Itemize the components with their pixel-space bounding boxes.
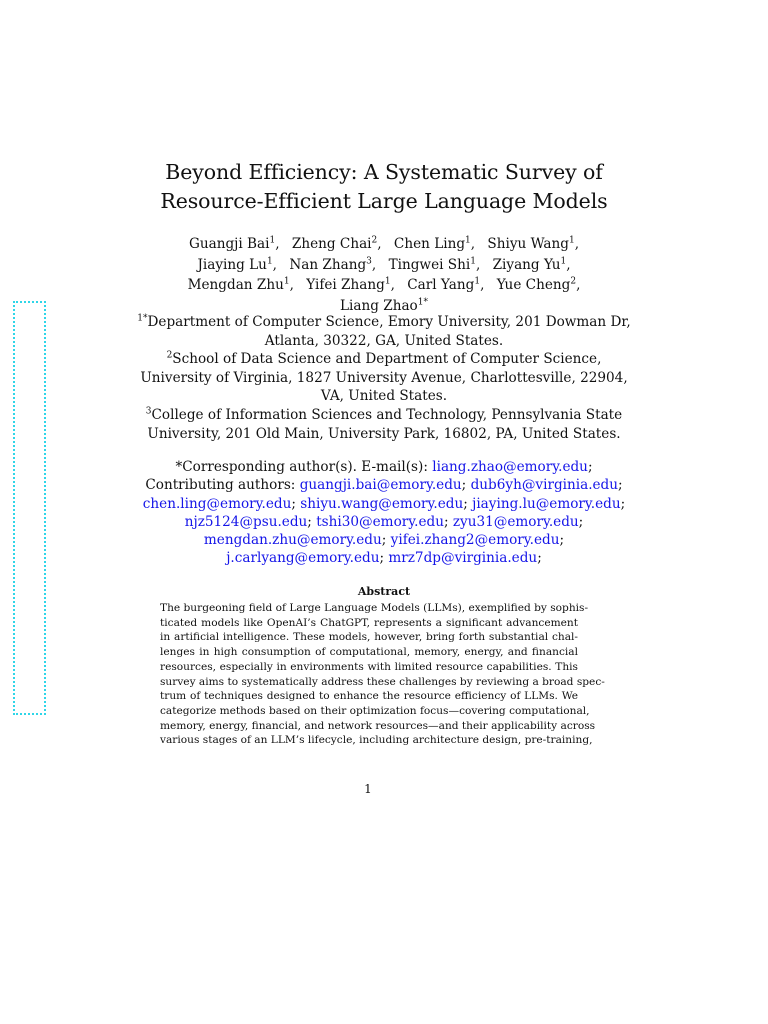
- email-link[interactable]: jiaying.lu@emory.edu: [472, 495, 621, 512]
- paper-title: [120, 158, 648, 216]
- affiliation-line: $^{1*}$Department of Computer Science, Emory University, 201 Dowman Dr,: [137, 313, 631, 330]
- email-link[interactable]: guangji.bai@emory.edu: [299, 477, 462, 494]
- email-line: j.carlyang@emory.edu; mrz7dp@virginia.edu;: [226, 550, 542, 567]
- dotted-selection-frame: [13, 301, 46, 715]
- author: Yifei Zhang$^1$,: [306, 276, 395, 293]
- affiliation-list: [120, 313, 648, 443]
- abstract-line: memory, energy, financial, and network resources—and their applicability across: [160, 719, 596, 732]
- author: Ziyang Yu$^1$,: [492, 255, 571, 273]
- author-list: [120, 234, 648, 316]
- title-line: Beyond Efficiency: A Systematic Survey of: [165, 160, 603, 184]
- affiliation-line: University, 201 Old Main, University Park, 16802, PA, United States.: [147, 425, 621, 442]
- contributing-label: Contributing authors:: [145, 477, 296, 494]
- author: Guangji Bai$^1$,: [188, 235, 280, 252]
- author: Carl Yang$^1$,: [407, 276, 485, 293]
- correspondence-block: [120, 458, 648, 568]
- author: Tingwei Shi$^1$,: [388, 255, 481, 273]
- email-link[interactable]: njz5124@psu.edu: [184, 513, 308, 530]
- email-link[interactable]: yifei.zhang2@emory.edu: [390, 532, 560, 549]
- author: Liang Zhao$^{1*}$: [340, 296, 428, 314]
- author: Zheng Chai$^2$,: [291, 235, 382, 252]
- email-link[interactable]: j.carlyang@emory.edu: [226, 550, 380, 567]
- affiliation-line: VA, United States.: [320, 388, 448, 405]
- affiliation-line: $^2$School of Data Science and Department of Computer Science,: [166, 350, 602, 368]
- email-link[interactable]: liang.zhao@emory.edu: [432, 459, 588, 475]
- author-line: [120, 234, 648, 255]
- email-link[interactable]: chen.ling@emory.edu: [142, 495, 292, 512]
- abstract-line: survey aims to systematically address these challenges by reviewing a broad spec-: [160, 675, 605, 688]
- email-line: njz5124@psu.edu; tshi30@emory.edu; zyu31@emory.edu;: [184, 513, 584, 530]
- email-link[interactable]: mrz7dp@virginia.edu: [388, 550, 538, 567]
- abstract-line: in artificial intelligence. These models, however, bring forth substantial chal-: [160, 631, 578, 644]
- author: Yue Cheng$^2$,: [496, 276, 581, 293]
- email-link[interactable]: shiyu.wang@emory.edu: [300, 495, 464, 512]
- author-line: [120, 255, 648, 276]
- affiliation-mark: 2: [166, 350, 173, 361]
- author: Nan Zhang$^3$,: [289, 255, 377, 273]
- affiliation-line: $^3$College of Information Sciences and Technology, Pennsylvania State: [145, 406, 623, 423]
- affiliation-mark: 1*: [137, 313, 148, 324]
- abstract-line: categorize methods based on their optimization focus—covering computational,: [160, 704, 590, 717]
- contributing-line: Contributing authors: guangji.bai@emory.edu; dub6yh@virginia.edu;: [145, 477, 623, 494]
- abstract-line: ticated models like OpenAI’s ChatGPT, represents a significant advancement: [160, 616, 578, 629]
- author: Shiyu Wang$^1$,: [487, 235, 580, 252]
- affiliation-line: Atlanta, 30322, GA, United States.: [264, 332, 504, 349]
- title-line: Resource-Efficient Large Language Models: [160, 189, 608, 213]
- affiliation-mark: 3: [145, 406, 152, 417]
- email-line: mengdan.zhu@emory.edu; yifei.zhang2@emory.edu;: [203, 532, 565, 549]
- affiliation: [120, 313, 648, 350]
- affiliation: [120, 406, 648, 443]
- abstract-heading: Abstract: [357, 585, 411, 598]
- abstract-line: The burgeoning field of Large Language Models (LLMs), exemplified by sophis-: [160, 602, 589, 614]
- author: Mengdan Zhu$^1$,: [187, 276, 294, 293]
- affiliation: [120, 350, 648, 406]
- email-link[interactable]: zyu31@emory.edu: [452, 513, 579, 530]
- abstract-line: trum of techniques designed to enhance the resource efficiency of LLMs. We: [160, 690, 578, 703]
- corresponding-line: *Corresponding author(s). E-mail(s): liang.zhao@emory.edu;: [175, 459, 593, 475]
- abstract-line: lenges in high consumption of computational, memory, energy, and financial: [160, 646, 578, 659]
- author: Jiaying Lu$^1$,: [197, 255, 277, 273]
- author: Chen Ling$^1$,: [393, 235, 476, 252]
- corresponding-label: *Corresponding author(s). E-mail(s):: [175, 459, 428, 475]
- abstract-line: various stages of an LLM’s lifecycle, including architecture design, pre-training,: [160, 734, 593, 747]
- abstract-body: [160, 601, 605, 748]
- affiliation-line: University of Virginia, 1827 University Avenue, Charlottesville, 22904,: [140, 369, 628, 386]
- email-link[interactable]: dub6yh@virginia.edu: [470, 477, 619, 494]
- abstract-line: resources, especially in environments with limited resource capabilities. This: [160, 660, 578, 673]
- author-line: [120, 275, 648, 296]
- email-line: chen.ling@emory.edu; shiyu.wang@emory.edu; jiaying.lu@emory.edu;: [142, 495, 626, 512]
- email-link[interactable]: tshi30@emory.edu: [316, 513, 444, 530]
- page-number: 1: [364, 782, 372, 796]
- email-link[interactable]: mengdan.zhu@emory.edu: [203, 532, 382, 549]
